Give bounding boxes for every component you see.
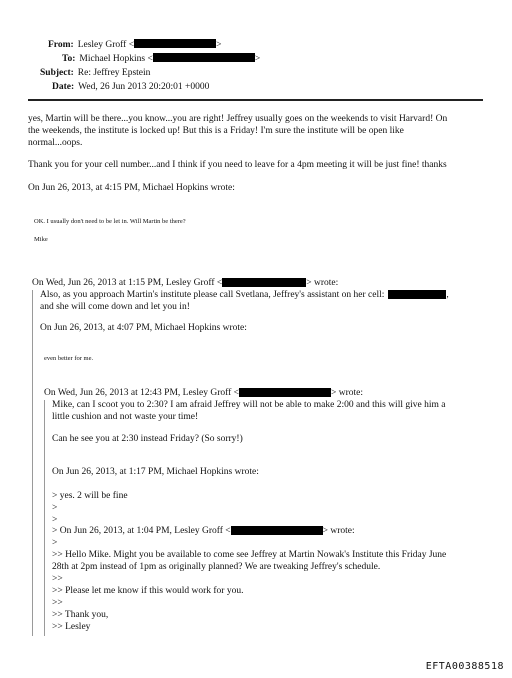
quote4-line2: little cushion and not waste your time! <box>52 412 199 422</box>
quote5-line4-text: > On Jun 26, 2013, at 1:04 PM, Lesley Groff < <box>52 526 231 536</box>
redaction-box <box>388 290 449 300</box>
quote5-line1: > yes. 2 will be fine <box>52 491 128 501</box>
quote-bar <box>44 400 45 636</box>
quote3-text: even better for me. <box>44 355 94 362</box>
quote5-line2: > <box>52 503 58 513</box>
body-p2: Thank you for your cell number...and I think if you need to leave for a 4pm meeting it will be just fine! thanks <box>28 160 447 170</box>
quote-bar <box>32 290 33 636</box>
to-tail: > <box>254 54 261 64</box>
quote2-line3: On Jun 26, 2013, at 4:07 PM, Michael Hopkins wrote: <box>40 323 247 333</box>
quote5-line4 <box>52 526 355 538</box>
quote2-header-text: On Wed, Jun 26, 2013 at 1:15 PM, Lesley Groff < <box>32 278 223 288</box>
quote5-line12: >> Lesley <box>52 622 91 632</box>
body-p1-line3: normal...oops. <box>28 138 83 148</box>
to-label: To: <box>62 54 76 64</box>
quote5-line4-tail: > wrote: <box>322 526 355 536</box>
quote5-line8: >> <box>52 574 63 584</box>
redaction-box <box>153 53 255 62</box>
quote5-line3: > <box>52 515 58 525</box>
body-p3: On Jun 26, 2013, at 4:15 PM, Michael Hopkins wrote: <box>28 183 235 193</box>
quote5-line5: > <box>52 538 58 548</box>
from-label: From: <box>48 40 74 50</box>
quote5-line11: >> Thank you, <box>52 610 109 620</box>
quote4-header-text: On Wed, Jun 26, 2013 at 12:43 PM, Lesley Groff < <box>44 388 240 398</box>
date-label: Date: <box>52 82 75 92</box>
quote1-text: OK. I usually don't need to be let in. Will Martin be there? <box>34 218 186 225</box>
date-row <box>52 76 209 94</box>
body-p1-line2: the weekends, the institute is locked up! But this is a Friday! I'm sure the institute will be open like <box>28 126 404 136</box>
quote2-line2: and she will come down and let you in! <box>40 302 190 312</box>
quote5-line9: >> Please let me know if this would work for you. <box>52 586 244 596</box>
from-tail: > <box>216 40 222 50</box>
redaction-box <box>231 526 323 535</box>
quote5-line7: 28th at 2pm instead of 1pm as originally planned? We are tweaking Jeffrey's schedule. <box>52 562 381 572</box>
quote4-line3: Can he see you at 2:30 instead Friday? (So sorry!) <box>52 434 243 444</box>
date-value: Wed, 26 Jun 2013 20:20:01 +0000 <box>78 82 210 92</box>
from-value: Lesley Groff < <box>77 40 135 50</box>
quote1-signature: Mike <box>34 236 48 243</box>
quote4-line4: On Jun 26, 2013, at 1:17 PM, Michael Hopkins wrote: <box>52 467 259 477</box>
subject-label: Subject: <box>40 68 74 78</box>
quote5-line6: >> Hello Mike. Might you be available to come see Jeffrey at Martin Nowak's Institute this Friday June <box>52 550 447 560</box>
subject-value: Re: Jeffrey Epstein <box>77 68 151 78</box>
redaction-box <box>222 278 306 287</box>
bates-number: EFTA00388518 <box>425 661 504 672</box>
quote2-line1-text: Also, as you approach Martin's institute please call Svetlana, Jeffrey's assistant on her cell: <box>40 290 385 300</box>
quote2-header-tail: > wrote: <box>306 278 339 288</box>
quote4-header-tail: > wrote: <box>331 388 364 398</box>
redaction-box <box>239 388 331 397</box>
redaction-box <box>134 39 216 48</box>
quote4-line1: Mike, can I scoot you to 2:30? I am afraid Jeffrey will not be able to make 2:00 and this will give him a <box>52 400 446 410</box>
quote2-line1 <box>40 290 449 302</box>
quote2-line1-tail: , <box>446 290 449 300</box>
header-divider <box>28 99 483 101</box>
to-value: Michael Hopkins < <box>79 54 153 64</box>
quote2-header <box>32 278 338 290</box>
body-p1-line1: yes, Martin will be there...you know...you are right! Jeffrey usually goes on the weekends to visit Harvard! On <box>28 114 448 124</box>
quote4-header <box>44 388 363 400</box>
quote5-line10: >> <box>52 598 63 608</box>
